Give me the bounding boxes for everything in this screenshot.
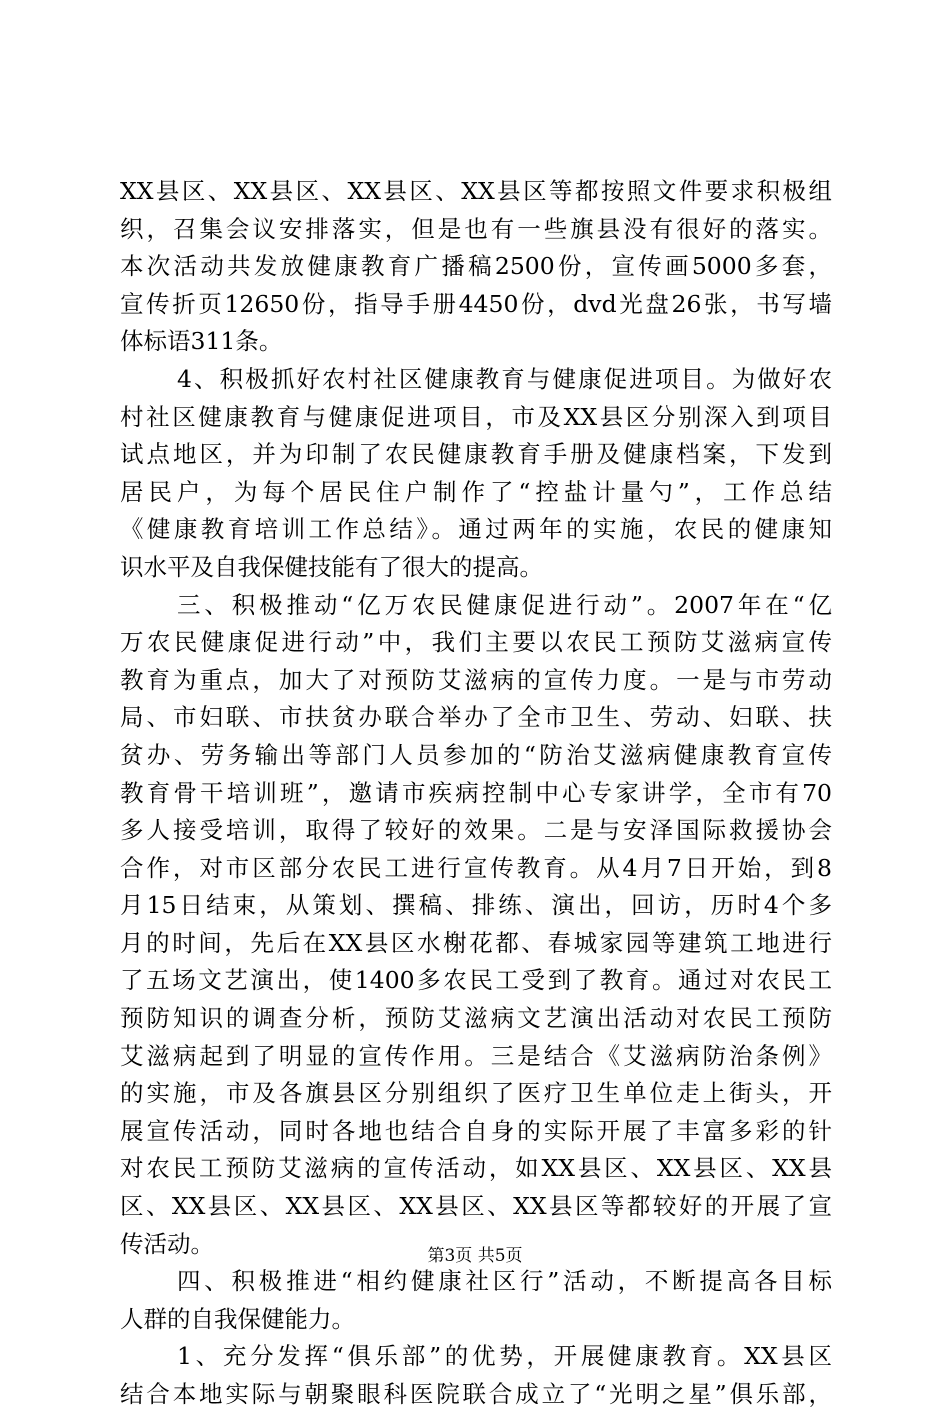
text-line: 局、市妇联、市扶贫办联合举办了全市卫生、劳动、妇联、扶: [120, 703, 832, 732]
page-footer: 第3页 共5页: [427, 1246, 523, 1266]
document-body: [120, 173, 832, 1414]
text-line: 4、积极抓好农村社区健康教育与健康促进项目。为做好农: [177, 364, 832, 393]
text-line: 1、充分发挥“俱乐部”的优势，开展健康教育。XX县区: [177, 1342, 832, 1371]
text-line: 村社区健康教育与健康促进项目，市及XX县区分别深入到项目: [120, 402, 832, 431]
text-line: 识水平及自我保健技能有了很大的提高。: [120, 552, 543, 581]
text-line: 结合本地实际与朝聚眼科医院联合成立了“光明之星”俱乐部，: [120, 1380, 832, 1408]
text-line: 了五场文艺演出，使1400多农民工受到了教育。通过对农民工: [120, 966, 832, 995]
text-line: 本次活动共发放健康教育广播稿2500份，宣传画5000多套，: [120, 252, 832, 281]
text-line: 教育骨干培训班”，邀请市疾病控制中心专家讲学，全市有70: [120, 778, 832, 807]
text-line: 体标语311条。: [120, 327, 283, 356]
text-line: 区、XX县区、XX县区、XX县区、XX县区等都较好的开展了宣: [120, 1192, 832, 1221]
text-line: XX县区、XX县区、XX县区、XX县区等都按照文件要求积极组: [120, 177, 832, 205]
text-line: 四、积极推进“相约健康社区行”活动，不断提高各目标: [177, 1267, 832, 1296]
text-line: 宣传折页12650份，指导手册4450份，dvd光盘26张，书写墙: [120, 289, 832, 318]
text-line: 展宣传活动，同时各地也结合自身的实际开展了丰富多彩的针: [120, 1116, 832, 1145]
text-line: 对农民工预防艾滋病的宣传活动，如XX县区、XX县区、XX县: [120, 1154, 832, 1183]
text-line: 织，召集会议安排落实，但是也有一些旗县没有很好的落实。: [120, 214, 832, 243]
text-line: 月15日结束，从策划、撰稿、排练、演出，回访，历时4个多: [120, 891, 832, 920]
text-line: 居民户，为每个居民住户制作了“控盐计量勺”，工作总结: [120, 477, 832, 506]
text-line: 多人接受培训，取得了较好的效果。二是与安泽国际救援协会: [120, 816, 832, 845]
text-line: 《健康教育培训工作总结》。通过两年的实施，农民的健康知: [120, 515, 832, 544]
text-line: 传活动。: [120, 1229, 214, 1258]
text-line: 人群的自我保健能力。: [120, 1304, 355, 1333]
text-line: 的实施，市及各旗县区分别组织了医疗卫生单位走上街头，开: [120, 1079, 832, 1108]
text-line: 贫办、劳务输出等部门人员参加的“防治艾滋病健康教育宣传: [120, 740, 832, 769]
text-line: 合作，对市区部分农民工进行宣传教育。从4月7日开始，到8: [120, 853, 832, 882]
text-line: 月的时间，先后在XX县区水榭花都、春城家园等建筑工地进行: [120, 928, 832, 957]
text-line: 艾滋病起到了明显的宣传作用。三是结合《艾滋病防治条例》: [120, 1041, 832, 1070]
text-line: 教育为重点，加大了对预防艾滋病的宣传力度。一是与市劳动: [120, 665, 832, 694]
text-line: 试点地区，并为印制了农民健康教育手册及健康档案，下发到: [120, 440, 832, 469]
text-line: 预防知识的调查分析，预防艾滋病文艺演出活动对农民工预防: [120, 1004, 832, 1033]
text-line: 万农民健康促进行动”中，我们主要以农民工预防艾滋病宣传: [120, 628, 832, 657]
text-line: 三、积极推动“亿万农民健康促进行动”。2007年在“亿: [177, 590, 832, 619]
